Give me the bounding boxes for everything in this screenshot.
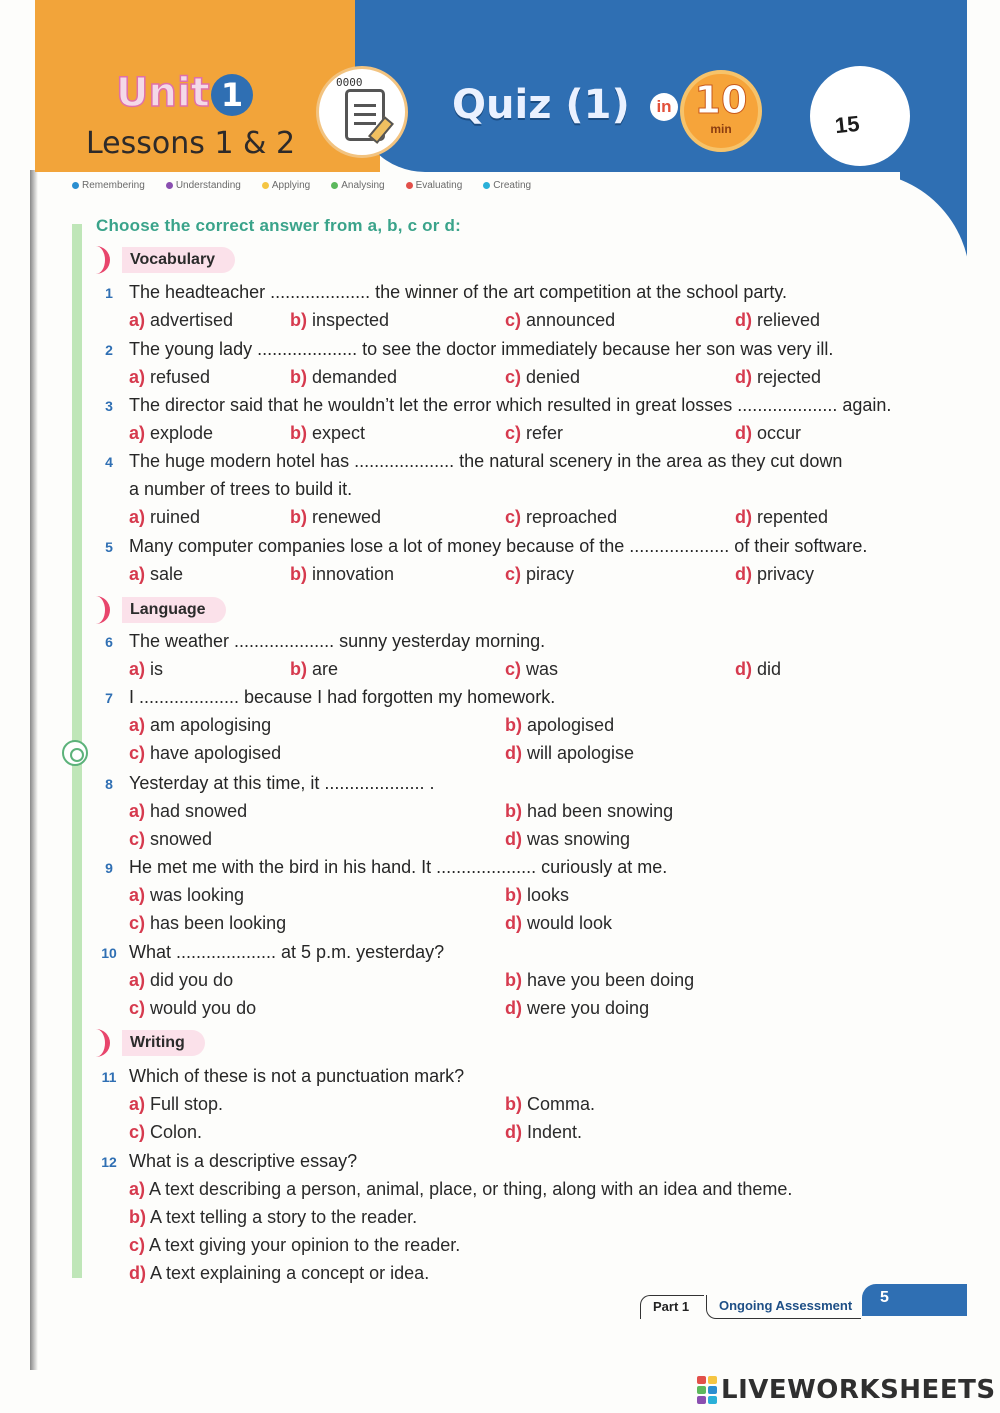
- answer-option[interactable]: [290, 310, 389, 331]
- answer-option[interactable]: [735, 564, 814, 585]
- question-text: The young lady .................... to see the doctor immediately because her son was very ill.: [129, 339, 834, 359]
- option-text: have apologised: [145, 743, 282, 763]
- option-letter: a): [129, 801, 146, 821]
- question-number: 3: [105, 398, 113, 414]
- clipboard-digits: 0000: [336, 76, 363, 89]
- question-number: 1: [105, 285, 113, 301]
- option-letter: d): [505, 913, 522, 933]
- option-letter: b): [505, 970, 522, 990]
- option-letter: c): [505, 564, 522, 584]
- question-9: [96, 857, 910, 887]
- option-text: A text giving your opinion to the reader.: [145, 1235, 461, 1255]
- answer-option[interactable]: [129, 715, 271, 736]
- question-text-continued: a number of trees to build it.: [129, 479, 353, 499]
- option-text: A text explaining a concept or idea.: [146, 1263, 430, 1283]
- option-letter: d): [735, 423, 752, 443]
- option-text: am apologising: [145, 715, 272, 735]
- lessons-label: Lessons 1 & 2: [86, 126, 296, 161]
- legend-item: [166, 180, 241, 191]
- legend-dot-icon: [166, 182, 173, 189]
- answer-option[interactable]: [505, 970, 694, 991]
- question-text: He met me with the bird in his hand. It .................... curiously at me.: [129, 857, 668, 877]
- answer-option[interactable]: [505, 1094, 595, 1115]
- option-text: repented: [752, 507, 829, 527]
- liveworksheets-logo-icon: [697, 1376, 717, 1404]
- answer-option[interactable]: [505, 715, 614, 736]
- option-text: was looking: [145, 885, 245, 905]
- answer-option[interactable]: [129, 829, 212, 850]
- legend-label: Analysing: [341, 180, 385, 191]
- option-text: piracy: [521, 564, 575, 584]
- question-number: 8: [105, 776, 113, 792]
- option-letter: b): [290, 659, 307, 679]
- option-text: relieved: [752, 310, 821, 330]
- option-text: A text telling a story to the reader.: [146, 1207, 418, 1227]
- legend-dot-icon: [406, 182, 413, 189]
- option-text: inspected: [307, 310, 390, 330]
- question-text: The headteacher .................... the winner of the art competition at the school party.: [129, 282, 788, 302]
- option-text: snowed: [145, 829, 213, 849]
- option-letter: c): [129, 829, 146, 849]
- answer-option[interactable]: [129, 913, 286, 934]
- question-number: 4: [105, 454, 113, 470]
- answer-option[interactable]: [505, 801, 673, 822]
- option-letter: d): [735, 310, 752, 330]
- answer-option[interactable]: [505, 913, 612, 934]
- option-text: looks: [522, 885, 570, 905]
- question-4: [96, 451, 910, 499]
- option-letter: a): [129, 715, 146, 735]
- answer-option[interactable]: [129, 1263, 429, 1284]
- option-text: were you doing: [522, 998, 650, 1018]
- answer-option[interactable]: [290, 564, 394, 585]
- skills-legend: [72, 180, 531, 191]
- option-text: demanded: [307, 367, 398, 387]
- answer-option[interactable]: [735, 507, 828, 528]
- legend-label: Applying: [271, 180, 311, 191]
- score-value: 15: [833, 110, 861, 139]
- answer-option[interactable]: [505, 1122, 582, 1143]
- option-text: had been snowing: [522, 801, 674, 821]
- question-number: 7: [105, 690, 113, 706]
- question-number: 9: [105, 860, 113, 876]
- option-letter: d): [505, 1122, 522, 1142]
- question-8: [96, 773, 910, 803]
- question-6: [96, 631, 910, 661]
- option-letter: c): [129, 913, 146, 933]
- legend-dot-icon: [72, 182, 79, 189]
- option-letter: c): [505, 423, 522, 443]
- legend-label: Remembering: [82, 180, 145, 191]
- option-letter: a): [129, 885, 146, 905]
- question-5: [96, 536, 910, 566]
- answer-option[interactable]: [505, 998, 649, 1019]
- answer-option[interactable]: [505, 564, 574, 585]
- option-text: refused: [145, 367, 211, 387]
- option-text: announced: [521, 310, 616, 330]
- answer-option[interactable]: [129, 885, 244, 906]
- option-letter: a): [129, 507, 146, 527]
- answer-option[interactable]: [505, 423, 563, 444]
- question-text: Which of these is not a punctuation mark?: [129, 1066, 465, 1086]
- answer-option[interactable]: [505, 659, 558, 680]
- question-text: What is a descriptive essay?: [129, 1151, 358, 1171]
- question-number: 6: [105, 634, 113, 650]
- option-letter: b): [505, 885, 522, 905]
- question-text: I .................... because I had forgotten my homework.: [129, 687, 556, 707]
- answer-option[interactable]: [290, 507, 381, 528]
- question-text: The weather .................... sunny yesterday morning.: [129, 631, 546, 651]
- answer-option[interactable]: [505, 743, 634, 764]
- option-letter: b): [290, 367, 307, 387]
- option-letter: c): [505, 659, 522, 679]
- question-text: What .................... at 5 p.m. yesterday?: [129, 942, 445, 962]
- option-letter: c): [505, 507, 522, 527]
- option-text: Comma.: [522, 1094, 596, 1114]
- option-letter: d): [505, 829, 522, 849]
- option-text: explode: [145, 423, 214, 443]
- answer-option[interactable]: [505, 885, 569, 906]
- option-letter: c): [129, 1122, 146, 1142]
- answer-option[interactable]: [505, 507, 617, 528]
- answer-option[interactable]: [129, 1207, 417, 1228]
- section-label: Vocabulary: [122, 247, 235, 273]
- option-text: have you been doing: [522, 970, 695, 990]
- answer-option[interactable]: [735, 659, 781, 680]
- answer-option[interactable]: [505, 367, 580, 388]
- unit-number: 1: [211, 74, 253, 116]
- answer-option[interactable]: [129, 1122, 202, 1143]
- option-letter: d): [129, 1263, 146, 1283]
- option-text: Full stop.: [145, 1094, 224, 1114]
- answer-option[interactable]: [129, 423, 213, 444]
- answer-option[interactable]: [129, 659, 163, 680]
- option-text: ruined: [145, 507, 201, 527]
- option-letter: a): [129, 659, 146, 679]
- option-letter: a): [129, 970, 146, 990]
- timer-unit: min: [710, 122, 732, 136]
- page-edge-shadow: [30, 170, 38, 1370]
- page-number: 5: [862, 1284, 967, 1316]
- option-letter: d): [735, 367, 752, 387]
- chevron-icon: [96, 596, 110, 624]
- section-writing: [96, 1029, 205, 1057]
- answer-option[interactable]: [129, 310, 233, 331]
- legend-label: Creating: [493, 180, 532, 191]
- legend-item: [331, 180, 384, 191]
- answer-option[interactable]: [129, 367, 210, 388]
- option-text: sale: [145, 564, 184, 584]
- answer-option[interactable]: [129, 564, 183, 585]
- answer-option[interactable]: [290, 659, 338, 680]
- option-letter: d): [735, 507, 752, 527]
- question-number: 10: [101, 945, 117, 961]
- legend-item: [262, 180, 310, 191]
- answer-option[interactable]: [129, 1094, 223, 1115]
- option-text: was snowing: [522, 829, 631, 849]
- option-letter: a): [129, 1179, 146, 1199]
- option-letter: c): [129, 998, 146, 1018]
- option-text: are: [307, 659, 339, 679]
- answer-option[interactable]: [129, 743, 281, 764]
- option-text: had snowed: [145, 801, 248, 821]
- option-text: occur: [752, 423, 802, 443]
- answer-option[interactable]: [129, 998, 256, 1019]
- answer-option[interactable]: [290, 367, 397, 388]
- answer-option[interactable]: [129, 970, 233, 991]
- option-letter: b): [290, 507, 307, 527]
- answer-option[interactable]: [505, 829, 630, 850]
- option-letter: d): [505, 998, 522, 1018]
- option-text: will apologise: [522, 743, 635, 763]
- question-10: [96, 942, 910, 972]
- option-text: Indent.: [522, 1122, 583, 1142]
- option-letter: a): [129, 564, 146, 584]
- question-number: 2: [105, 342, 113, 358]
- question-text: Many computer companies lose a lot of money because of the .................... of their software.: [129, 536, 868, 556]
- option-letter: b): [290, 564, 307, 584]
- option-letter: b): [505, 801, 522, 821]
- section-label: Language: [122, 597, 226, 623]
- question-number: 11: [101, 1069, 117, 1085]
- option-letter: b): [505, 715, 522, 735]
- option-letter: c): [129, 1235, 146, 1255]
- legend-label: Evaluating: [415, 180, 463, 191]
- timer-value: 10: [694, 78, 748, 122]
- option-letter: d): [735, 564, 752, 584]
- answer-option[interactable]: [129, 1235, 460, 1256]
- question-3: [96, 395, 910, 425]
- in-badge: in: [650, 93, 678, 121]
- option-letter: a): [129, 310, 146, 330]
- legend-item: [483, 180, 531, 191]
- answer-option[interactable]: [129, 801, 247, 822]
- answer-option[interactable]: [735, 423, 801, 444]
- option-text: rejected: [752, 367, 822, 387]
- option-text: denied: [521, 367, 581, 387]
- question-text: The director said that he wouldn’t let the error which resulted in great losses .................... again.: [129, 395, 892, 415]
- option-letter: d): [735, 659, 752, 679]
- legend-item: [72, 180, 145, 191]
- answer-option[interactable]: [505, 310, 615, 331]
- option-text: has been looking: [145, 913, 287, 933]
- option-letter: a): [129, 423, 146, 443]
- option-text: refer: [521, 423, 564, 443]
- option-letter: b): [290, 310, 307, 330]
- question-text: Yesterday at this time, it .................... .: [129, 773, 435, 793]
- section-vocabulary: [96, 246, 235, 274]
- instruction: Choose the correct answer from a, b, c or d:: [96, 216, 461, 235]
- question-number: 12: [101, 1154, 117, 1170]
- answer-option[interactable]: [290, 423, 365, 444]
- option-text: would look: [522, 913, 613, 933]
- option-text: innovation: [307, 564, 395, 584]
- option-letter: c): [505, 367, 522, 387]
- section-label: Writing: [122, 1030, 205, 1056]
- option-text: A text describing a person, animal, place, or thing, along with an idea and theme.: [145, 1179, 793, 1199]
- option-text: was: [521, 659, 559, 679]
- option-letter: d): [505, 743, 522, 763]
- option-letter: b): [290, 423, 307, 443]
- option-text: is: [145, 659, 164, 679]
- option-text: apologised: [522, 715, 615, 735]
- section-language: [96, 596, 226, 624]
- option-letter: b): [505, 1094, 522, 1114]
- option-text: Colon.: [145, 1122, 203, 1142]
- answer-option[interactable]: [129, 1179, 792, 1200]
- question-2: [96, 339, 910, 369]
- question-7: [96, 687, 910, 717]
- option-text: advertised: [145, 310, 234, 330]
- watermark: [697, 1375, 996, 1405]
- question-number: 5: [105, 539, 113, 555]
- target-icon: [62, 740, 88, 766]
- option-text: privacy: [752, 564, 815, 584]
- option-letter: c): [129, 743, 146, 763]
- footer-part: Part 1: [640, 1295, 704, 1319]
- answer-option[interactable]: [735, 310, 820, 331]
- option-letter: a): [129, 1094, 146, 1114]
- question-11: [96, 1066, 910, 1096]
- option-text: did you do: [145, 970, 234, 990]
- option-text: did: [752, 659, 782, 679]
- legend-item: [406, 180, 463, 191]
- option-text: renewed: [307, 507, 382, 527]
- score-circle: [810, 66, 910, 166]
- answer-option[interactable]: [129, 507, 200, 528]
- chevron-icon: [96, 246, 110, 274]
- legend-dot-icon: [262, 182, 269, 189]
- quiz-title: Quiz (1): [452, 82, 630, 128]
- chevron-icon: [96, 1029, 110, 1057]
- footer-assessment: Ongoing Assessment: [706, 1295, 861, 1319]
- legend-dot-icon: [483, 182, 490, 189]
- unit-title: Unit: [116, 70, 210, 116]
- question-12: [96, 1151, 910, 1181]
- answer-option[interactable]: [735, 367, 821, 388]
- question-text: The huge modern hotel has .................... the natural scenery in the area as they cut down: [129, 451, 843, 471]
- option-text: expect: [307, 423, 366, 443]
- legend-label: Understanding: [175, 180, 241, 191]
- watermark-text: LIVEWORKSHEETS: [721, 1375, 996, 1405]
- option-text: would you do: [145, 998, 257, 1018]
- option-text: reproached: [521, 507, 618, 527]
- question-1: [96, 282, 910, 312]
- timer-icon: [680, 70, 762, 152]
- option-letter: a): [129, 367, 146, 387]
- option-letter: b): [129, 1207, 146, 1227]
- option-letter: c): [505, 310, 522, 330]
- legend-dot-icon: [331, 182, 338, 189]
